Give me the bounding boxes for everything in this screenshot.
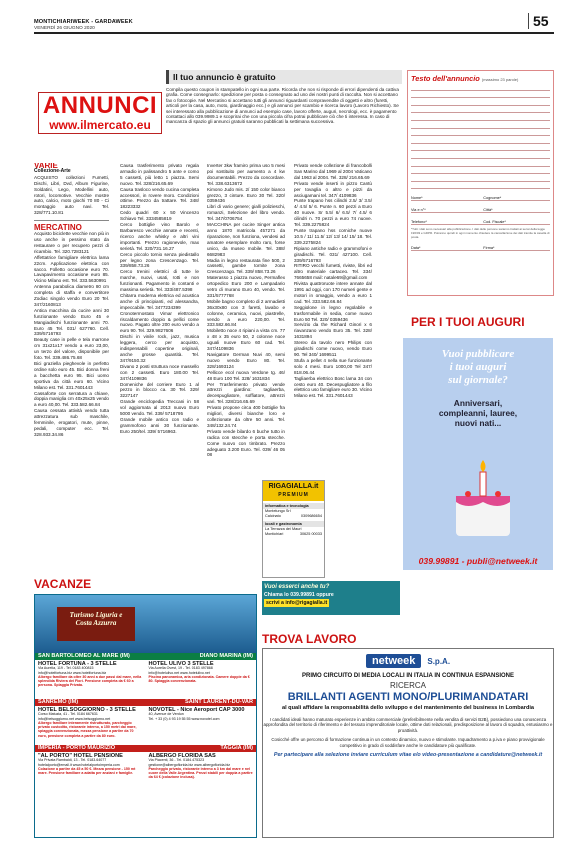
coupon-line[interactable] — [411, 83, 550, 91]
annunci-url[interactable]: www.ilmercato.eu — [49, 118, 151, 132]
location-header: SANREMO (IM) SAINT LAURENT-DU-VAR — [35, 699, 256, 706]
category-informatica: informatica e tecnologia — [263, 503, 324, 509]
hotel-row — [35, 706, 256, 745]
classified-ad: Punte trapano hss corniche nuove 10.5 / 11/ 11.5/ 12/ 13/ 14/ 15/ 18. Tel. 339.2275824 — [294, 227, 372, 245]
coupon-line[interactable] — [411, 91, 550, 99]
classified-ad: Dischi in vinile rock, jazz, musica leggera, cerco per acquisto, indispensabili copertine originali, anche grosse quantità. Tel. 347/9150.32 — [120, 334, 199, 363]
coupon-title: Testo dell'annuncio (massimo 23 parole) — [411, 74, 519, 83]
annunci-title: ANNUNCI — [42, 92, 158, 119]
classified-ad: Inverter 3kw framiro prima uso 5 mesi poi sostituito per aumento a 4 kw documentabili. Prezzo da concordare. Tel. 338.6313672 — [207, 163, 285, 186]
classified-ad: Ripiano antiche radio e grammofoni e giradischi. Tel. 031/ 427100. Cell. 339/5716793 — [294, 245, 372, 263]
classified-ad: Chitarra moderna elettrica ed acustica anche di principianti, ed alessandra, impeccabile. Tel. 3477234399 — [120, 292, 199, 310]
netweek-job-ad — [262, 648, 554, 838]
category-locali: locali e gastronomia — [263, 521, 324, 527]
ad-coupon — [407, 70, 554, 296]
coupon-subtitle: (massimo 23 parole) — [481, 77, 519, 82]
classified-ad: Causa trasferimento privato regala armadio in palissandro 5 ante e como 5 cassetti, più letto 1 piazza. Semi nuovo. Tel. 328/216.65.69 — [120, 163, 199, 186]
classified-ad: Servizio da the Richard Ginori x 6 riavanzano vendo Euro 35. Tel. 328/ 1631894 — [294, 322, 372, 340]
classified-ad: Mobile bagno completo di 2 armadietti 36x30x80 con 3 faretti, lavabo e colonne, ceramica, nuovi, piastrelle, vendo a euro 220,00. Tel. 333.582.66.84 — [207, 298, 285, 328]
classified-ad: Affettatrice famigliare elettrica lama 22cm. Applicazione elettrica con sacco. Folletto occasione euro 70. Lavapavimento occasione euro 85. Vicino Milano est. Tel. 333.5630991 — [34, 254, 109, 284]
classified-ad: ACQUISTO collezioni Fumetti, Dischi, Libri, Dvd, Album Figurine, Soldatini, Lego, Modellini auto, rotori, locomotive. Vecchie mostre auto, calcio, moto giochi 70 80 - Ci montaggio auto navi. Tel. 328/771.10.81 — [34, 174, 109, 216]
classified-ad: Divano 2 posti struttura noce massello con 2 cassetti. Euro 180.00 Tel. 347/4109836 — [120, 363, 199, 381]
classified-ad: Cronotermostato Vimar elettronico riscaldamento doppio & pellici come nuovo. Pagato oltre 200 euro vendo a euro 90. Tel. 329.9827606 — [120, 310, 199, 334]
classified-ad: Cerco bottiglie vino Barolo e Barbaresco vecchie annate e recenti, ricerco anche whisky e altri vini importanti. Prezzo ragionevole, max serietà. Tel. 320/731.16.27 — [120, 222, 199, 251]
coupon-privacy-note: *Tutti i dati sono necessari alla pubblicazione. I dati delle persone saranno trattati ai sensi della legge 196/03 e GDPR. Potranno quindi in ogni momento chiedere la cancellazione dei dati tramite la casella di posta. — [411, 227, 550, 239]
page-number: 55 — [528, 13, 549, 29]
rigagialla-logo[interactable]: RIGAGIALLA.it PREMIUM — [263, 481, 324, 501]
netweek-offer: Cosicché offre un percorso di formazione continua in un contesto dinamico, nuovo e stimolante. Inquadramento a p.iva e piano provvigionale competitivo in grado di soddisfare anche le candidature più qualificate. — [271, 737, 545, 748]
classified-ad: RITIRO vecchi fumetti, riviste, libri ed altro materiale cartaceo. Tel. 334/ 7665658 mail: natale69@gmail.com — [294, 263, 372, 281]
annunci-box — [38, 92, 162, 134]
publication-date: VENERDÌ 26 GIUGNO 2020 — [34, 26, 95, 31]
cake-icon — [448, 458, 518, 540]
classified-ad: Pellicce ecol nuova Verdone tg. 46/ 48 Euro 100 Tel. 328/ 1631834 — [207, 369, 285, 381]
classified-ad: Bici graziella pieghevole in perfetto ordine solo euro 45. Bici donna freni a bacchetta euro 95. Bici uomo sportiva da città euro 60. Vicino Milano est. Tel. 331.7601443 — [34, 361, 109, 390]
listing-row: Calcinato 0309686654 — [265, 514, 322, 518]
coupon-line[interactable] — [411, 144, 550, 152]
classified-ad: Domeniche del corriere Euro 1 al pezzo in blocco ca. 30 Tel. 329/ 3227147 — [120, 381, 199, 399]
free-ad-body: Compila questo coupon in stampatello in ogni sua parte. Ricorda che non si risponde di errori dipendenti da cattiva grafia. Come consegnarlo: spedizione per posta o consegnato ad uno dei nostri punti di raccolta. Non si accettano fax o fotocopie. Nel Mercatino si accettano tutti gli annunci riguardanti compravendite di oggetti e altro (furetti, articoli per la casa, auto, moto, giardinaggio ecc.) e gli annunci per scambio e ricerca lavoro (Lavoro Richiesto). Se sei interessato alla pubblicazione di annunci ad esempio case, lavoro offerte, auguri, necrologi, ecc. è pagamento contattaci allo 039.9989.1 e scoprirai che con una piccola cifra potrai pubblicare ciò che ti interessa. In caso di mancanza di spazio gli annunci gratuiti saranno pubblicati la settimana successiva. — [166, 87, 399, 125]
subsection-collezione: Collezione-Arte — [34, 167, 71, 174]
section-mercatino: MERCATINO — [34, 223, 82, 233]
classified-ad: Antica macchina da cucire anni 30 funzionante vendo Euro 45 e Mangiadischi funzionante anni 70. Euro 45 Tel. 031/ 627760. Cell. 339/5716793 — [34, 307, 109, 337]
vacanze-banner — [35, 595, 256, 653]
netweek-tagline: PRIMO CIRCUITO DI MEDIA LOCALI IN ITALIA IN CONTINUA ESPANSIONE — [301, 673, 514, 679]
cta-phone: Chiama lo 039.99891 oppure — [264, 592, 334, 598]
coupon-line[interactable] — [411, 98, 550, 106]
classified-ad: Privato vende bilardo 6 buche tutto in radica con stecche e porta stecche. Come nuovo con timbrato. Prezzo adeguato 3.200 Euro. Tel. 039/ 46 05 08 — [207, 428, 285, 458]
auguri-section-title: PER I TUOI AUGURI — [411, 315, 525, 329]
coupon-line[interactable] — [411, 129, 550, 137]
classified-ad: Causa cessata attività vendo tutta attrezzatura sub maschile, femminile, erogatori, mute, pinne, pedali, computer ecc. Tel. 328.933.34.86 — [34, 408, 109, 437]
classified-ad: Rivista quattroruote intere annate dal 1991 ad oggi, con 170 numeri gente e motori in omaggio, vendo a euro 1 cad. Tel. 333.582.66.84 — [294, 281, 372, 304]
classified-ad: MACCHINA per cucire Singer antica anno 1870 matricola 457271 da riparazione, non funziona, vendesi ad amatore esemplare molto raro, forse unico, da museo mobile. Tel. 388/ 6682983 — [207, 222, 285, 257]
classified-ad: Acquisto biciclette vecchie non più in uso anche in pessimo stato da restaurare o per recupero pezzi di ricambio. Tel. 320.7283121 — [34, 231, 109, 254]
hotel-listing: "AL PORTO" HOTEL PENSIONE Via Privata Rambaldi, 13 - Tel. 0183.64077 hotelalporto@email.it www.hotelalportoimperia.com Colazione a partire da 45 a 50 €. Mezza pensione - 150 mt mare. Pensione familiare a adatta per anziani e famiglie. — [38, 753, 136, 776]
netweek-ricerca: RICERCA — [389, 681, 426, 690]
netweek-role: BRILLANTI AGENTI MONO/PLURIMANDATARI — [287, 691, 529, 703]
hotel-row — [35, 660, 256, 699]
coupon-line[interactable] — [411, 159, 550, 167]
classified-ad: Causa trasloco vendo cucina completa accessori, in rovere moro. Condizioni ottime. Prezzo da trattare. Tel. 348/ 18223332 — [120, 186, 199, 210]
netweek-apply[interactable]: Per partecipare alla selezione inviare curriculum vitae e/o video-presentazione a candidature@netweek.it — [273, 752, 543, 759]
classified-ad: Privato propone circa 400 bottiglie fra migliori, diversi bianche loro e collezionate da oltre 50 anni. Tel. 348/132.24.74 — [207, 405, 285, 428]
coupon-line[interactable] — [411, 151, 550, 159]
hotel-listing: HOTEL BELSOGGIORNO - 3 STELLE Corso Matuzia, 41 - Tel. 0184 667631 info@belsoggiorno.net www.belsoggiorno.net Albergo familiare interamente ristrutturato, parcheggio privato custodito, ristorante interno, a 150 metri dal mare, spiaggia convenzionata, mezza pensione a partire da 70 euro, pensione completa a partire da 80 euro. — [38, 707, 137, 738]
coupon-line[interactable] — [411, 113, 550, 121]
classified-ad: Grande enciclopedia Treccani in 58 vol aggiornata al 2013 nuovo Euro 5000 vendo. Tel. 339/ 5718795 — [120, 399, 199, 417]
classified-ad: Kimono Judo mis. 2/ 150 color bianco grezzo, 3 cinture. Euro 30 Tel. 320/ 0359436 — [207, 186, 285, 204]
auguri-headline: Vuoi pubblicare i tuoi auguri sul giornale? — [441, 348, 515, 386]
netweek-role-desc: al quali affidare la responsabilità dello sviluppo e del mantenimento del business in Lombardia — [281, 705, 535, 711]
coupon-row[interactable]: Via e n°* Città* — [411, 201, 550, 213]
cta-email[interactable]: scrivi a info@rigagialla.it — [266, 600, 328, 606]
classified-ad: Antenna parabolica diametro 80 cm completa di staffa e convertitore Zodiac singolo vendo Euro 20 Tel. 347/2160813 — [34, 284, 109, 307]
section-varie: VARIE — [34, 163, 58, 170]
hotel-row — [35, 752, 256, 791]
classified-ad: Grande mobile antico con radio e grammofono anni 30 funzionante. Euro 250/tel. 339/ 5716963. — [120, 416, 199, 434]
publication-name: MONTICHIARIWEEK - GARDAWEEK — [34, 19, 133, 25]
coupon-line[interactable] — [411, 174, 550, 182]
classified-ad: Privato vende inserti in pizzo Cantù per tovaglia o altro e pizzi da asciugamani tel. 347/ 4109836 — [294, 180, 372, 198]
coupon-line[interactable] — [411, 167, 550, 175]
netweek-requirements: I candidati ideali hanno maturato esperienze in ambito commerciale (preferibilmente nella vendita di servizi B2B), possiedono una conoscenza approfondita del territorio di riferimento e del tessuto imprenditoriale locale, ottime doti relazionali, predisposizione al lavoro di squadra, entusiasmo e proattività. — [263, 717, 553, 733]
coupon-row[interactable]: Data* Firma* — [411, 239, 550, 251]
ads-column-4 — [294, 163, 372, 475]
vacanze-box — [34, 594, 257, 838]
classified-ad: Beauty case in pelle e tela marrone cm 31x21x17 vendo a euro 23,00, un terzo del valore, disponibile per foto. Tel. 339.486.75.68 — [34, 337, 109, 361]
hotel-listing: HOTEL FORTUNA - 3 STELLE Via Aurelia, 119 - Tel. 0183 400815 info@hotelfortuna.biz www.hotelfortuna.biz Albergo familiare da oltre 30 anni a due passi dal mare, nella splendida Riviera dei Fiori. Pensione completa da € 60 a persona. Spiaggia Privata. — [38, 661, 142, 688]
classified-ad: Mobiletto noce 4 ripiani a vista cm. 77 x 48 x 35 euro 50, 2 colonne noce uguali nuove Euro 60 cad. Tel. 347/4109836 — [207, 328, 285, 352]
hotel-listing: NOVOTEL - Nice Aeroport CAP 3000 40, Avenue de Verdun Tel. + 33 (0) 4 93 19 55 55 www.novotel.com — [148, 707, 245, 721]
ads-column-1 — [34, 163, 109, 573]
rigagialla-box — [262, 480, 325, 578]
classified-ad: Madia in legno restaurata fine 500, 2 cassetti, gambe tornite zona Crescenzago. Tel. 339/ 858.73.26 — [207, 257, 285, 275]
netweek-logo: netweek S.p.A. — [263, 654, 553, 668]
free-ad-info — [166, 70, 402, 164]
auguri-ad — [403, 338, 553, 570]
location-header: SAN BARTOLOMEO AL MARE (IM) DIANO MARINA (IM) — [35, 653, 256, 660]
classified-ad: Navigatore German Nuvi 40, semi nuovo vendo Euro 80. Tel. 328/1693124 — [207, 352, 285, 369]
auguri-subline: Anniversari, compleanni, lauree, nuovi nati... — [438, 398, 518, 428]
header-rule — [34, 32, 554, 34]
classified-ad: Stereo da tavolo nero Philips con giradischi come nuovo, vendo Euro 90. Tel 340/ 1699511 — [294, 340, 372, 357]
classified-ad: Cerco trenini elettrici di tutte le marche, nuovi, usati, rotti e non funzionanti. Pagamento in contanti e massima serietà. Tel. 333/487.5398 — [120, 269, 199, 293]
ads-column-2 — [120, 163, 199, 573]
classified-ad: Libri di vario genere; gialli polizieschi, romanzi, Selezione del libro vendo. Tel. 347/0706754 — [207, 204, 285, 222]
classified-ad: Per Trasferimento privato vende attrezzi giardino: tagliaerba, decespugliatore, soffiatore, attrezzi vari. Tel. 328/216.65.69 — [207, 381, 285, 405]
vacanze-section-title: VACANZE — [34, 577, 92, 591]
listing-row: La Terrazza dei Mauri — [265, 527, 302, 531]
coupon-row[interactable]: Telefono* Cod. Fiscale* — [411, 213, 550, 225]
free-ad-title: Il tuo annuncio è gratuito — [166, 70, 402, 84]
hotel-listing: ALBERGO FLORIDA SAS Via Piacenti, 36 - Tel. 0184.475323 gestione@albergoflorida.biz www.albergoflorida.biz Parcheggio privato, ristorante interno a 3 km dal mare e nel cuore della Valle Argentina. Prezzi stabili per doppia a partire da 64 € (colazione inclusa). — [148, 753, 253, 780]
trova-lavoro-title: TROVA LAVORO — [262, 632, 357, 646]
listing-row: Montelungo Srl — [265, 509, 291, 513]
classified-ad: Materasso 1 piazza nuovo, Permaflex ortopedico Euro 200 e Lampadario vetro di murano Euro 40, vendo. Tel. 331/5777768 — [207, 275, 285, 298]
coupon-line[interactable] — [411, 106, 550, 114]
hotel-listing: HOTEL ULIVO 3 STELLE Via Aurelia Ovest, 19 - Tel. 0183 497868 info@hotelulivo.net www.hotelulivo.net Piscina panoramica, aria condizionata. Camere doppie da € 80. Spiaggia convenzionata. — [148, 661, 250, 684]
rigagialla-cta — [262, 581, 400, 615]
cta-headline: Vuoi esserci anche tu? — [264, 584, 330, 590]
vacanze-banner-title: Turismo Liguria e Costa Azzurra — [57, 607, 135, 641]
classified-ad: Stufa a pellet 4 nella sue funzionante solo 4 mesi. Euro 1000,00 Tel 347/ 818.06.44 — [294, 357, 372, 375]
location-header: IMPERIA - PORTO MAURIZIO TAGGIA (IM) — [35, 745, 256, 752]
classified-ad: Cedo quadri 60 x 50 Vincenzo Schiavo Tel. 3334585819 — [120, 210, 199, 222]
coupon-line[interactable] — [411, 121, 550, 129]
classified-ad: Privato vende collezione di francobolli San Marino dal 1969 al 2004 Vaticano dal 1963 al 2004. Tel. 328/ 216.65.69 — [294, 163, 372, 180]
classified-ad: Punte trapano hss cilindri 2.5/ 3/ 3.5/ 4/ 4.5/ 5/ 6. Punte n. 60 pezzi a Euro 40 nuove. Sr 5.5/ 6/ 6.5/ 7/ 4.5/ 6 cilindri n. 70 pezzi a euro 74 nuove. Tel. 339.2275824 — [294, 198, 372, 228]
coupon-line[interactable] — [411, 182, 550, 190]
classified-ad: Cerco piccolo tornio senza piedistallo per legno zona Crescenzago. Tel. 339/858.73.26 — [120, 251, 199, 269]
listing-row: Montichiari 30625 00033 — [265, 532, 322, 536]
classified-ad: Seggiolone in legno regolabile e trasformabile in sedia, come nuovo Euro 50 Tel. 320/ 0359436 — [294, 304, 372, 322]
coupon-row[interactable]: Nome* Cognome* — [411, 189, 550, 201]
classified-ad: Cassaforte con serratura a chiave, doppia maniglia cm 40x25x25 vendo a euro 40,00. Tel. 333.582.66.84 — [34, 390, 109, 408]
classified-ad: Tagliaerba elettrico Bosc lama 34 con cesto euro 40. Decespugliatore a filo elettrico uso famigliare euro 30. Vicino Milano est. Tel. 331.7601443 — [294, 375, 372, 399]
auguri-contact[interactable]: 039.99891 - publi@netweek.it — [418, 556, 538, 566]
coupon-line[interactable] — [411, 136, 550, 144]
